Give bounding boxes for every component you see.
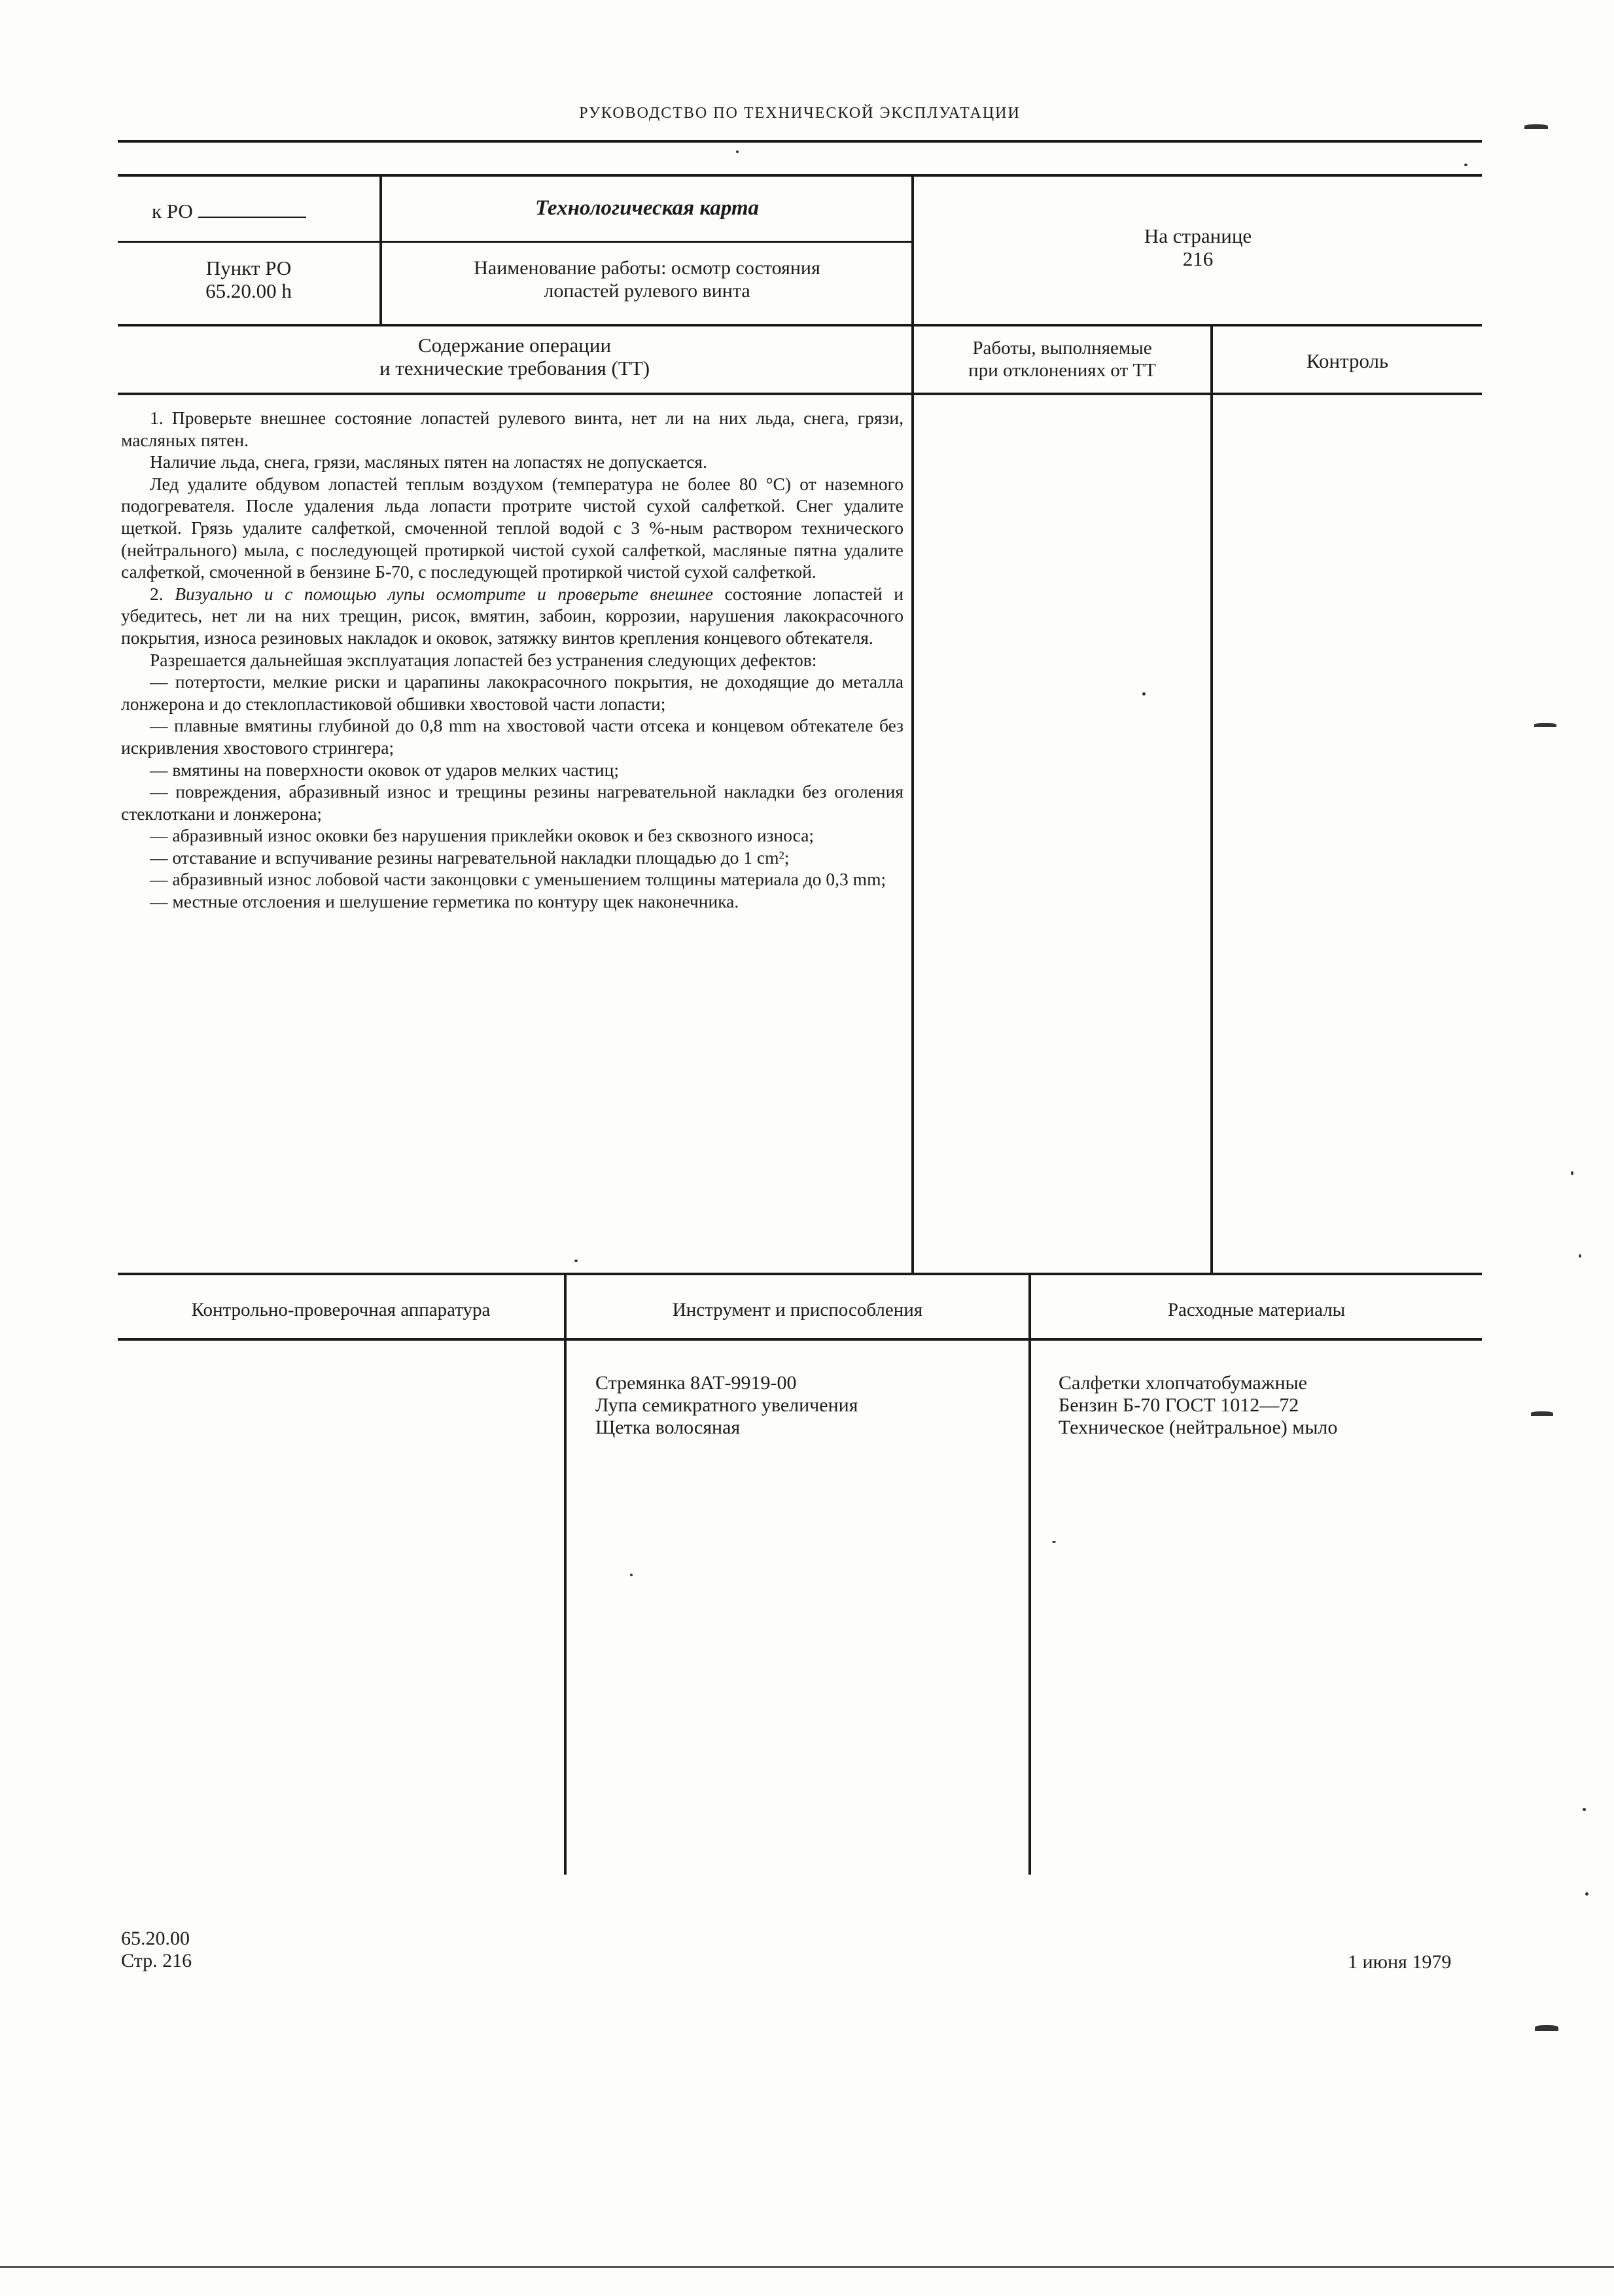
paragraph-5: Разрешается дальнейшая эксплуатация лопастей без устранения следующих дефектов: bbox=[150, 649, 817, 670]
footer-date: 1 июня 1979 bbox=[1348, 1951, 1452, 1973]
card-top-rule bbox=[118, 174, 1482, 177]
paragraph-1: 1. Проверьте внешнее состояние лопастей рулевого винта, нет ли на них льда, снега, грязи, масляных пятен. bbox=[121, 408, 903, 450]
scan-speck bbox=[1142, 692, 1146, 696]
scan-speck bbox=[1579, 1254, 1581, 1258]
scan-speck bbox=[1585, 1892, 1588, 1896]
defect-6: — отставание и вспучивание резины нагревательной накладки площадью до 1 cm²; bbox=[150, 847, 790, 868]
bottom-divider-2 bbox=[1028, 1273, 1031, 1875]
scan-speck bbox=[630, 1574, 633, 1576]
paragraph-4-italic: Визуально и с помощью лупы осмотрите и проверьте внешнее bbox=[175, 583, 713, 604]
scan-speck bbox=[1524, 124, 1548, 129]
scan-speck bbox=[1052, 1541, 1056, 1543]
card-title: Технологическая карта bbox=[535, 196, 760, 220]
scan-speck bbox=[1535, 2025, 1558, 2031]
item-reference bbox=[118, 256, 379, 302]
footer-page: Стр. 216 bbox=[121, 1950, 192, 1971]
ref-blank-line bbox=[198, 217, 306, 218]
paragraph-4-rest: состояние лопастей и убедитесь, нет ли на них трещин, рисок, вмятин, забоин, коррозии, нарушения лакокрасочного покрытия, износа резиновых накладок и оковок, затяжку винтов крепления концевого обтекателя. bbox=[121, 583, 904, 648]
paragraph-3: Лед удалите обдувом лопастей теплым воздухом (температура не более 80 °С) от наземного подогревателя. После удаления льда лопасти протрите чистой сухой салфеткой. Снег удалите щеткой. Грязь удалите салфеткой, смоченной теплой водой с 3 %-ным раствором технического (нейтрального) мыла, с последующей протиркой чистой сухой салфеткой, масляные пятна удалите салфеткой, смоченной в бензине Б-70, с последующей протиркой чистой сухой салфеткой. bbox=[121, 473, 903, 582]
page-reference bbox=[914, 224, 1482, 270]
work-name bbox=[383, 256, 911, 302]
ref-label-text: к РО bbox=[152, 200, 193, 222]
scan-speck bbox=[1571, 1171, 1573, 1175]
tool-item: Щетка волосяная bbox=[595, 1417, 741, 1438]
content-header-line-2: и технические требования (ТТ) bbox=[379, 357, 650, 380]
ref-label bbox=[152, 200, 306, 222]
item-code: 65.20.00 h bbox=[205, 279, 292, 302]
footer-code: 65.20.00 bbox=[121, 1928, 190, 1949]
scan-speck bbox=[574, 1260, 578, 1262]
material-item: Бензин Б-70 ГОСТ 1012—72 bbox=[1059, 1394, 1299, 1416]
bottom-divider-1 bbox=[564, 1273, 567, 1875]
card-mid-rule bbox=[118, 241, 913, 243]
material-item: Салфетки хлопчатобумажные bbox=[1059, 1372, 1307, 1394]
deviation-header-line-1: Работы, выполняемые bbox=[972, 338, 1152, 359]
scan-speck bbox=[736, 150, 739, 153]
tool-item: Лупа семикратного увеличения bbox=[595, 1394, 858, 1416]
work-name-line-1: Наименование работы: осмотр состояния bbox=[474, 257, 820, 279]
page-label: На странице bbox=[1144, 224, 1252, 247]
content-header-line-1: Содержание операции bbox=[417, 334, 612, 357]
scan-speck bbox=[1464, 164, 1467, 166]
tool-item: Стремянка 8АТ-9919-00 bbox=[595, 1372, 797, 1394]
bottom-header-rule bbox=[118, 1338, 1482, 1341]
page-number: 216 bbox=[1182, 247, 1214, 270]
card-divider-1 bbox=[379, 174, 382, 324]
page-bottom-rule bbox=[0, 2266, 1614, 2268]
tools-header: Инструмент и приспособления bbox=[672, 1299, 923, 1320]
scan-speck bbox=[1531, 1411, 1553, 1416]
column-header-deviation bbox=[914, 337, 1210, 381]
defect-7: — абразивный износ лобовой части законцовки с уменьшением толщины материала до 0,3 mm; bbox=[150, 869, 886, 890]
columns-header-rule bbox=[118, 393, 1482, 395]
column-header-control: Контроль bbox=[1306, 349, 1389, 372]
running-title: РУКОВОДСТВО ПО ТЕХНИЧЕСКОЙ ЭКСПЛУАТАЦИИ bbox=[579, 105, 1021, 122]
defect-3: — вмятины на поверхности оковок от ударов мелких частиц; bbox=[150, 759, 619, 780]
defect-5: — абразивный износ оковки без нарушения приклейки оковок и без сквозного износа; bbox=[150, 825, 815, 846]
column-header-content bbox=[118, 334, 911, 380]
defect-8: — местные отслоения и шелушение герметика по контуру щек наконечника. bbox=[150, 891, 739, 912]
item-label: Пункт РО bbox=[205, 256, 292, 279]
material-item: Техническое (нейтральное) мыло bbox=[1059, 1417, 1338, 1438]
paragraph-2: Наличие льда, снега, грязи, масляных пятен на лопастях не допускается. bbox=[150, 451, 707, 472]
equipment-header: Контрольно-проверочная аппаратура bbox=[191, 1299, 491, 1320]
column-divider bbox=[1210, 324, 1213, 1274]
footer-left bbox=[121, 1928, 192, 1972]
defect-1: — потертости, мелкие риски и царапины лакокрасочного покрытия, не доходящие до металла лонжерона и до стеклопластиковой обшивки хвостовой части лопасти; bbox=[121, 671, 903, 714]
defect-2: — плавные вмятины глубиной до 0,8 mm на хвостовой части отсека и концевом обтекателе без искривления хвостового стрингера; bbox=[121, 715, 903, 758]
defect-4: — повреждения, абразивный износ и трещины резины нагревательной накладки без оголения стеклоткани и лонжерона; bbox=[121, 781, 903, 824]
work-name-line-2: лопастей рулевого винта bbox=[544, 280, 750, 302]
deviation-header-line-2: при отклонениях от ТТ bbox=[968, 360, 1156, 381]
scan-speck bbox=[1534, 723, 1556, 727]
paragraph-4-lead: 2. bbox=[150, 583, 175, 604]
body-bottom-rule bbox=[118, 1273, 1482, 1275]
card-bottom-rule bbox=[118, 324, 1482, 327]
tools-list bbox=[595, 1372, 1021, 1439]
operation-content bbox=[121, 407, 903, 913]
paragraph-4 bbox=[121, 583, 903, 649]
scan-speck bbox=[1583, 1808, 1586, 1811]
materials-header: Расходные материалы bbox=[1167, 1299, 1346, 1320]
materials-list bbox=[1059, 1372, 1477, 1439]
header-rule bbox=[118, 140, 1482, 143]
